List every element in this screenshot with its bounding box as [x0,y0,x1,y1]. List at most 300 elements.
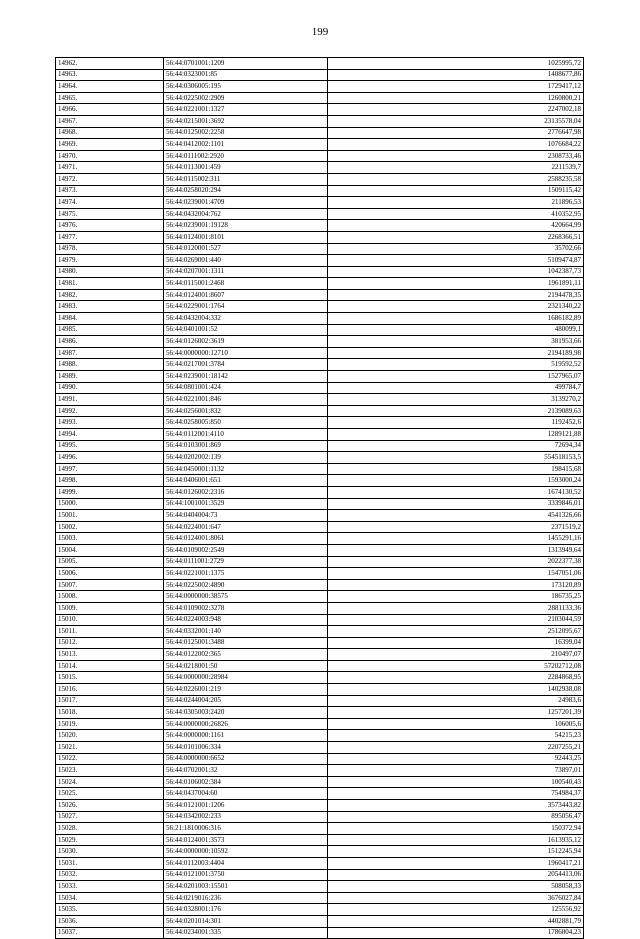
table-row [56,429,584,441]
table-row [56,278,584,290]
row-number-cell: 14977. [56,231,164,243]
cadastral-number-cell: 56:44:0412002:1101 [164,139,328,151]
row-number-cell: 14963. [56,69,164,81]
cadastral-number-cell: 56:44:0000000:26826 [164,718,328,730]
cadastral-value-cell: 57202712,08 [328,660,584,672]
table-row [56,695,584,707]
cadastral-value-cell: 1402938,08 [328,684,584,696]
row-number-cell: 14988. [56,359,164,371]
row-number-cell: 14969. [56,139,164,151]
cadastral-number-cell: 56:44:0111002:2920 [164,150,328,162]
table-row [56,440,584,452]
row-number-cell: 15005. [56,556,164,568]
cadastral-number-cell: 56:44:0121001:3750 [164,869,328,881]
table-row [56,626,584,638]
cadastral-number-cell: 56:44:0801001:424 [164,382,328,394]
row-number-cell: 14978. [56,243,164,255]
cadastral-value-cell: 1289121,88 [328,429,584,441]
row-number-cell: 15029. [56,834,164,846]
cadastral-value-cell: 381953,66 [328,336,584,348]
row-number-cell: 15033. [56,881,164,893]
row-number-cell: 15012. [56,637,164,649]
row-number-cell: 15010. [56,614,164,626]
table-row [56,718,584,730]
row-number-cell: 15011. [56,626,164,638]
cadastral-number-cell: 56:44:0112003:4404 [164,857,328,869]
cadastral-value-cell: 2776647,98 [328,127,584,139]
row-number-cell: 14967. [56,115,164,127]
cadastral-value-cell: 186735,25 [328,591,584,603]
cadastral-number-cell: 56:44:0121001:1206 [164,800,328,812]
cadastral-number-cell: 56:44:0106002:384 [164,776,328,788]
cadastral-number-cell: 56:44:0305003:2420 [164,707,328,719]
row-number-cell: 15007. [56,579,164,591]
table-row [56,81,584,93]
cadastral-number-cell: 56:44:0201014:301 [164,915,328,927]
cadastral-value-cell: 1313949,64 [328,544,584,556]
cadastral-value-cell: 519592,52 [328,359,584,371]
cadastral-number-cell: 56:44:0000000:10592 [164,846,328,858]
cadastral-value-cell: 4541326,66 [328,510,584,522]
cadastral-number-cell: 56:44:0306005:195 [164,81,328,93]
cadastral-value-cell: 2268366,51 [328,231,584,243]
cadastral-value-cell: 420664,99 [328,220,584,232]
table-row [56,544,584,556]
row-number-cell: 15006. [56,568,164,580]
table-row [56,139,584,151]
table-row [56,707,584,719]
cadastral-number-cell: 56:44:0258020:294 [164,185,328,197]
table-row [56,359,584,371]
cadastral-value-cell: 1042387,73 [328,266,584,278]
row-number-cell: 14999. [56,486,164,498]
row-number-cell: 15030. [56,846,164,858]
cadastral-number-cell: 56:44:0101006:334 [164,742,328,754]
cadastral-number-cell: 56:44:0226001:219 [164,684,328,696]
cadastral-number-cell: 56:44:0124001:3573 [164,834,328,846]
row-number-cell: 14972. [56,173,164,185]
row-number-cell: 15017. [56,695,164,707]
cadastral-value-cell: 1961891,11 [328,278,584,290]
cadastral-number-cell: 56:44:0000000:38575 [164,591,328,603]
cadastral-value-cell: 1512245,94 [328,846,584,858]
cadastral-number-cell: 56:44:0109002:2549 [164,544,328,556]
cadastral-number-cell: 56:44:0256001:832 [164,405,328,417]
cadastral-number-cell: 56:44:0224001:647 [164,521,328,533]
table-row [56,800,584,812]
cadastral-value-cell: 3676027,84 [328,892,584,904]
table-row [56,394,584,406]
table-row [56,510,584,522]
table-row [56,313,584,325]
cadastral-value-cell: 499784,7 [328,382,584,394]
cadastral-number-cell: 56:44:0000000:6652 [164,753,328,765]
page-number: 199 [311,26,329,38]
cadastral-value-cell: 1260800,21 [328,92,584,104]
cadastral-number-cell: 56:44:0122002:365 [164,649,328,661]
table-row [56,266,584,278]
cadastral-number-cell: 56:44:0217001:3784 [164,359,328,371]
table-row [56,892,584,904]
row-number-cell: 15024. [56,776,164,788]
cadastral-value-cell: 1408677,86 [328,69,584,81]
row-number-cell: 14976. [56,220,164,232]
row-number-cell: 15019. [56,718,164,730]
table-row [56,69,584,81]
cadastral-value-cell: 508058,33 [328,881,584,893]
cadastral-value-cell: 2308733,46 [328,150,584,162]
row-number-cell: 15035. [56,904,164,916]
cadastral-number-cell: 56:44:0124001:8101 [164,231,328,243]
table-row [56,765,584,777]
table-row [56,58,584,70]
cadastral-value-cell: 2371519,2 [328,521,584,533]
cadastral-value-cell: 106005,6 [328,718,584,730]
row-number-cell: 14979. [56,255,164,267]
cadastral-value-cell: 72694,34 [328,440,584,452]
cadastral-value-cell: 3139270,2 [328,394,584,406]
table-row [56,382,584,394]
cadastral-number-cell: 56:44:0234001:335 [164,927,328,939]
cadastral-value-cell: 1674130,52 [328,486,584,498]
cadastral-number-cell: 56:44:0432004:332 [164,313,328,325]
table-row [56,104,584,116]
cadastral-value-cell: 3573443,82 [328,800,584,812]
table-row [56,579,584,591]
cadastral-value-cell: 1729417,12 [328,81,584,93]
cadastral-number-cell: 56:44:0000000:28984 [164,672,328,684]
row-number-cell: 14995. [56,440,164,452]
table-row [56,162,584,174]
cadastral-value-cell: 4402881,79 [328,915,584,927]
row-number-cell: 15002. [56,521,164,533]
row-number-cell: 14998. [56,475,164,487]
table-row [56,660,584,672]
row-number-cell: 15031. [56,857,164,869]
cadastral-value-cell: 198415,68 [328,463,584,475]
row-number-cell: 14971. [56,162,164,174]
table-row [56,753,584,765]
table-row [56,150,584,162]
table-row [56,869,584,881]
table-row [56,463,584,475]
table-row [56,834,584,846]
row-number-cell: 15036. [56,915,164,927]
cadastral-value-cell: 3339846,01 [328,498,584,510]
table-row [56,231,584,243]
row-number-cell: 14997. [56,463,164,475]
table-row [56,521,584,533]
cadastral-value-cell: 5109474,87 [328,255,584,267]
cadastral-value-cell: 100540,43 [328,776,584,788]
row-number-cell: 14993. [56,417,164,429]
row-number-cell: 14994. [56,429,164,441]
cadastral-value-cell: 2284868,95 [328,672,584,684]
table-row [56,475,584,487]
cadastral-number-cell: 56:44:0258005:850 [164,417,328,429]
cadastral-value-cell: 1960417,21 [328,857,584,869]
table-row [56,185,584,197]
cadastral-value-cell: 480099,1 [328,324,584,336]
cadastral-number-cell: 56:44:0202002:139 [164,452,328,464]
row-number-cell: 15013. [56,649,164,661]
cadastral-value-cell: 2103044,59 [328,614,584,626]
registry-table [55,57,584,939]
row-number-cell: 14996. [56,452,164,464]
cadastral-number-cell: 56:44:0115002:311 [164,173,328,185]
cadastral-number-cell: 56:44:0215001:3692 [164,115,328,127]
cadastral-value-cell: 1593000,24 [328,475,584,487]
row-number-cell: 15003. [56,533,164,545]
table-row [56,568,584,580]
row-number-cell: 14981. [56,278,164,290]
cadastral-number-cell: 56:44:0201003:15501 [164,881,328,893]
cadastral-number-cell: 56:44:0332001:140 [164,626,328,638]
row-number-cell: 15023. [56,765,164,777]
table-row [56,452,584,464]
row-number-cell: 15018. [56,707,164,719]
table-row [56,301,584,313]
cadastral-number-cell: 56:44:0224003:948 [164,614,328,626]
cadastral-value-cell: 173120,89 [328,579,584,591]
cadastral-value-cell: 2207255,21 [328,742,584,754]
cadastral-value-cell: 2881133,36 [328,602,584,614]
cadastral-value-cell: 554518153,5 [328,452,584,464]
cadastral-value-cell: 1192452,6 [328,417,584,429]
cadastral-value-cell: 1257201,39 [328,707,584,719]
cadastral-number-cell: 56:44:0111001:2729 [164,556,328,568]
row-number-cell: 15000. [56,498,164,510]
row-number-cell: 14984. [56,313,164,325]
row-number-cell: 15032. [56,869,164,881]
table-row [56,197,584,209]
table-row [56,533,584,545]
cadastral-number-cell: 56:44:0239001:19128 [164,220,328,232]
cadastral-number-cell: 56:44:0126002:2316 [164,486,328,498]
table-row [56,591,584,603]
row-number-cell: 14982. [56,289,164,301]
row-number-cell: 15015. [56,672,164,684]
cadastral-value-cell: 54215,23 [328,730,584,742]
table-row [56,220,584,232]
row-number-cell: 14989. [56,371,164,383]
cadastral-number-cell: 56:44:0450001:1132 [164,463,328,475]
cadastral-value-cell: 1509115,42 [328,185,584,197]
row-number-cell: 15020. [56,730,164,742]
table-row [56,324,584,336]
cadastral-number-cell: 56:44:0702001:32 [164,765,328,777]
cadastral-value-cell: 125556,92 [328,904,584,916]
cadastral-number-cell: 56:44:0125002:2258 [164,127,328,139]
cadastral-value-cell: 150372,94 [328,823,584,835]
table-row [56,614,584,626]
cadastral-number-cell: 56:44:0218001:50 [164,660,328,672]
cadastral-number-cell: 56:44:0404004:73 [164,510,328,522]
table-row [56,776,584,788]
cadastral-number-cell: 56:44:1001001:3529 [164,498,328,510]
cadastral-value-cell: 2211539,7 [328,162,584,174]
cadastral-number-cell: 56:44:0109002:3278 [164,602,328,614]
cadastral-number-cell: 56:44:0221001:1375 [164,568,328,580]
table-row [56,347,584,359]
table-row [56,788,584,800]
cadastral-value-cell: 754984,37 [328,788,584,800]
cadastral-number-cell: 56:44:0219016:236 [164,892,328,904]
cadastral-value-cell: 16399,04 [328,637,584,649]
cadastral-value-cell: 2321340,22 [328,301,584,313]
table-row [56,823,584,835]
row-number-cell: 15009. [56,602,164,614]
cadastral-value-cell: 1527965,07 [328,371,584,383]
cadastral-number-cell: 56:44:0124001:8061 [164,533,328,545]
cadastral-number-cell: 56:44:0437004:60 [164,788,328,800]
row-number-cell: 15016. [56,684,164,696]
table-row [56,649,584,661]
cadastral-number-cell: 56:44:0406001:651 [164,475,328,487]
cadastral-value-cell: 1547051,06 [328,568,584,580]
cadastral-value-cell: 2022377,38 [328,556,584,568]
row-number-cell: 15037. [56,927,164,939]
table-row [56,173,584,185]
table-row [56,115,584,127]
table-row [56,486,584,498]
row-number-cell: 14964. [56,81,164,93]
row-number-cell: 15021. [56,742,164,754]
cadastral-number-cell: 56:44:0115001:2468 [164,278,328,290]
cadastral-number-cell: 56:44:0401001:52 [164,324,328,336]
table-row [56,208,584,220]
table-row [56,243,584,255]
cadastral-number-cell: 56:44:0328001:176 [164,904,328,916]
cadastral-number-cell: 56:44:0342002:233 [164,811,328,823]
registry-table-body [56,58,584,939]
row-number-cell: 14986. [56,336,164,348]
table-row [56,127,584,139]
cadastral-number-cell: 56:44:0225002:2909 [164,92,328,104]
row-number-cell: 14975. [56,208,164,220]
cadastral-value-cell: 2247002,18 [328,104,584,116]
row-number-cell: 15004. [56,544,164,556]
cadastral-number-cell: 56:44:0112001:4110 [164,429,328,441]
cadastral-value-cell: 35702,66 [328,243,584,255]
row-number-cell: 14990. [56,382,164,394]
row-number-cell: 14962. [56,58,164,70]
cadastral-number-cell: 56:44:0221001:846 [164,394,328,406]
table-row [56,742,584,754]
table-row [56,927,584,939]
cadastral-number-cell: 56:44:0229001:1764 [164,301,328,313]
cadastral-number-cell: 56:44:0207001:1311 [164,266,328,278]
cadastral-value-cell: 1613935,12 [328,834,584,846]
table-row [56,289,584,301]
row-number-cell: 14992. [56,405,164,417]
table-row [56,371,584,383]
cadastral-number-cell: 56:44:0113001:459 [164,162,328,174]
cadastral-value-cell: 73897,01 [328,765,584,777]
cadastral-value-cell: 2194478,35 [328,289,584,301]
table-row [56,637,584,649]
row-number-cell: 15025. [56,788,164,800]
cadastral-number-cell: 56:44:0126002:3619 [164,336,328,348]
row-number-cell: 15027. [56,811,164,823]
row-number-cell: 15028. [56,823,164,835]
cadastral-value-cell: 1025995,72 [328,58,584,70]
table-row [56,405,584,417]
cadastral-number-cell: 56:44:0269001:440 [164,255,328,267]
row-number-cell: 15014. [56,660,164,672]
row-number-cell: 14985. [56,324,164,336]
row-number-cell: 14974. [56,197,164,209]
row-number-cell: 14987. [56,347,164,359]
cadastral-value-cell: 92443,25 [328,753,584,765]
cadastral-value-cell: 210497,07 [328,649,584,661]
table-row [56,602,584,614]
row-number-cell: 15008. [56,591,164,603]
row-number-cell: 14973. [56,185,164,197]
cadastral-number-cell: 56:44:0239001:4709 [164,197,328,209]
table-row [56,904,584,916]
cadastral-number-cell: 56:21:1810006:316 [164,823,328,835]
cadastral-value-cell: 2139089,63 [328,405,584,417]
table-row [56,417,584,429]
cadastral-value-cell: 2194189,98 [328,347,584,359]
row-number-cell: 14966. [56,104,164,116]
cadastral-value-cell: 23135578,04 [328,115,584,127]
table-row [56,672,584,684]
row-number-cell: 15026. [56,800,164,812]
cadastral-value-cell: 24983,6 [328,695,584,707]
cadastral-value-cell: 2054413,06 [328,869,584,881]
row-number-cell: 14980. [56,266,164,278]
table-row [56,255,584,267]
cadastral-number-cell: 56:44:0239001:18142 [164,371,328,383]
cadastral-value-cell: 1786804,23 [328,927,584,939]
cadastral-number-cell: 56:44:0125001:3488 [164,637,328,649]
cadastral-number-cell: 56:44:0323001:85 [164,69,328,81]
row-number-cell: 14968. [56,127,164,139]
table-row [56,498,584,510]
cadastral-number-cell: 56:44:0432004:762 [164,208,328,220]
cadastral-value-cell: 1076684,22 [328,139,584,151]
table-row [56,846,584,858]
row-number-cell: 15001. [56,510,164,522]
cadastral-number-cell: 56:44:0120001:527 [164,243,328,255]
row-number-cell: 14965. [56,92,164,104]
table-row [56,730,584,742]
cadastral-number-cell: 56:44:0000000:12710 [164,347,328,359]
table-row [56,684,584,696]
cadastral-number-cell: 56:44:0103001:869 [164,440,328,452]
row-number-cell: 14970. [56,150,164,162]
table-row [56,556,584,568]
cadastral-value-cell: 2588235,58 [328,173,584,185]
cadastral-number-cell: 56:44:0221001:1327 [164,104,328,116]
cadastral-value-cell: 1686182,89 [328,313,584,325]
cadastral-value-cell: 1455291,16 [328,533,584,545]
cadastral-number-cell: 56:44:0000000:1161 [164,730,328,742]
table-row [56,881,584,893]
cadastral-value-cell: 410352,95 [328,208,584,220]
table-row [56,857,584,869]
cadastral-value-cell: 211896,53 [328,197,584,209]
table-row [56,92,584,104]
table-row [56,915,584,927]
row-number-cell: 15022. [56,753,164,765]
cadastral-number-cell: 56:44:0124001:8607 [164,289,328,301]
cadastral-value-cell: 2512095,67 [328,626,584,638]
row-number-cell: 14991. [56,394,164,406]
cadastral-number-cell: 56:44:0244004:205 [164,695,328,707]
